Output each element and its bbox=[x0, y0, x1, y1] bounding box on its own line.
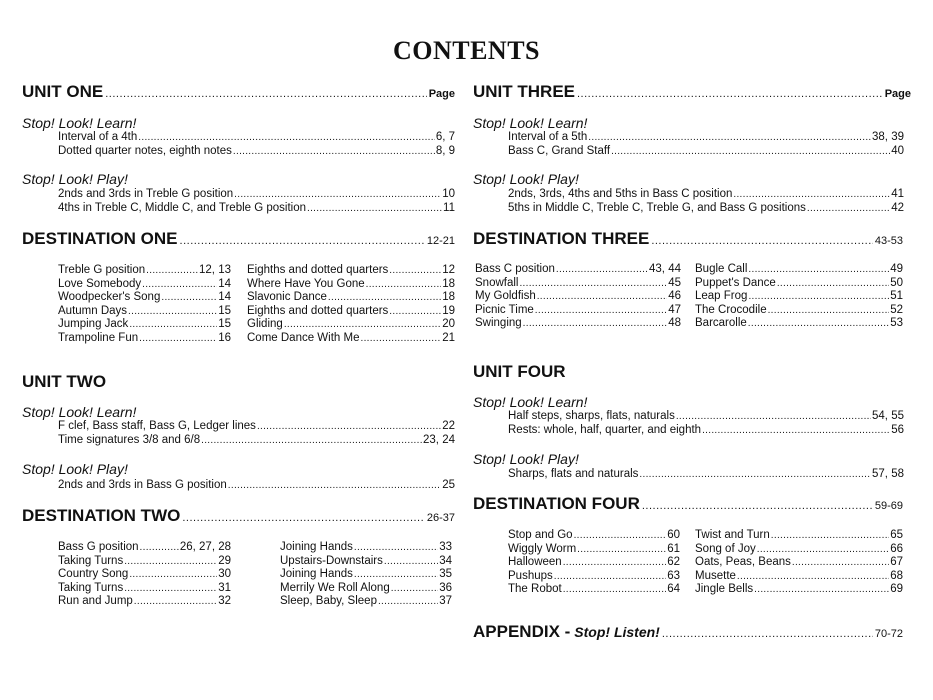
destination-one-left-entry-leader bbox=[142, 279, 217, 290]
unit-one-play-entry-page: 11 bbox=[443, 202, 455, 214]
destination-three-left-entry-leader bbox=[537, 291, 667, 302]
unit-one-learn-entry-title: Interval of a 4th bbox=[58, 131, 138, 143]
unit-two-play: Stop! Look! Play! bbox=[22, 461, 128, 477]
unit-three-learn-entry-title: Bass C, Grand Staff bbox=[508, 145, 611, 157]
unit-one-learn-entry bbox=[58, 145, 455, 157]
destination-three-right-entry-title: The Crocodile bbox=[695, 303, 767, 316]
destination-three-right-entry-title: Barcarolle bbox=[695, 317, 747, 330]
destination-four-left-entry-leader bbox=[577, 544, 666, 555]
destination-one-left-entry-leader bbox=[161, 292, 217, 303]
unit-four-title: UNIT FOUR bbox=[473, 362, 566, 381]
unit-one-page-label: Page bbox=[428, 88, 455, 100]
destination-four-left-entry-page: 64 bbox=[667, 583, 680, 596]
unit-three-play-entry-page: 42 bbox=[891, 202, 904, 214]
destination-four-right-entry bbox=[695, 543, 903, 555]
unit-two-play-entry-page: 25 bbox=[442, 479, 455, 491]
destination-two-left-entry bbox=[58, 568, 231, 580]
unit-three-play-entry-leader bbox=[733, 189, 890, 200]
destination-one-right-entry-leader bbox=[389, 306, 441, 317]
unit-one-title: UNIT ONE bbox=[22, 82, 104, 101]
unit-four-learn-entry-leader bbox=[676, 411, 871, 422]
destination-four-right-entry-leader bbox=[771, 530, 889, 541]
unit-one-play-entry-leader bbox=[307, 203, 442, 214]
unit-two-learn: Stop! Look! Learn! bbox=[22, 404, 137, 420]
unit-three-learn-entry-page: 40 bbox=[891, 145, 904, 157]
destination-two-left-entry-leader bbox=[124, 583, 217, 594]
destination-one-left-entry-page: 15 bbox=[218, 318, 231, 331]
destination-three-right-entry-title: Leap Frog bbox=[695, 290, 748, 303]
unit-three-learn-entry-leader bbox=[611, 146, 890, 157]
destination-four-left-entry-title: The Robot bbox=[508, 583, 562, 596]
destination-two-right-entry-title: Sleep, Baby, Sleep bbox=[280, 595, 377, 607]
destination-four-left-entry bbox=[508, 556, 680, 568]
destination-four-right-entry-leader bbox=[754, 584, 889, 595]
destination-three-left-entry-page: 45 bbox=[668, 276, 681, 289]
destination-three-left-entry bbox=[475, 290, 681, 302]
destination-one-right-entry-page: 19 bbox=[442, 304, 455, 317]
destination-three-right-entry bbox=[695, 263, 903, 275]
destination-three-left-entry-page: 47 bbox=[668, 303, 681, 316]
page-title: CONTENTS bbox=[392, 36, 541, 65]
destination-four-left-entry-page: 63 bbox=[667, 569, 680, 582]
destination-one-pages: 12-21 bbox=[426, 235, 455, 247]
destination-one-right-entry-leader bbox=[284, 319, 441, 330]
unit-two-learn-entry bbox=[58, 420, 455, 432]
destination-four-left-entry-title: Wiggly Worm bbox=[508, 542, 577, 555]
unit-one-learn-entry-leader bbox=[233, 146, 435, 157]
destination-two-right-entry-page: 33 bbox=[439, 541, 452, 553]
destination-two-right-entry-title: Joining Hands bbox=[280, 568, 353, 580]
destination-two-right-entry-title: Joining Hands bbox=[280, 541, 353, 553]
destination-two-right-entry-page: 34 bbox=[439, 554, 452, 567]
destination-one-left-entry-leader bbox=[128, 306, 217, 317]
destination-one-right-entry-title: Where Have You Gone bbox=[247, 277, 365, 290]
destination-one-left-entry bbox=[58, 305, 231, 317]
destination-one-right-entry-page: 18 bbox=[442, 291, 455, 304]
destination-one-right-entry-page: 18 bbox=[442, 277, 455, 290]
destination-one-right-entry-page: 21 bbox=[442, 332, 455, 344]
destination-four-right-entry-page: 65 bbox=[890, 529, 903, 541]
unit-three-learn-entry-title: Interval of a 5th bbox=[508, 131, 588, 143]
destination-two-left-entry-title: Taking Turns bbox=[58, 554, 124, 567]
destination-four-left-entry bbox=[508, 570, 680, 582]
destination-three-left-entry-title: Bass C position bbox=[475, 263, 555, 275]
unit-three-learn-entry-page: 38, 39 bbox=[872, 131, 904, 143]
destination-three-right-entry bbox=[695, 290, 903, 302]
destination-four-right-entry-title: Song of Joy bbox=[695, 542, 756, 555]
destination-one-title: DESTINATION ONE bbox=[22, 229, 178, 248]
unit-three-learn-entry-leader bbox=[588, 132, 871, 143]
destination-three-left-entry-title: Picnic Time bbox=[475, 303, 534, 316]
destination-three-heading bbox=[473, 229, 903, 249]
destination-one-right-entry bbox=[247, 318, 455, 330]
unit-three-play-entry-title: 2nds, 3rds, 4ths and 5ths in Bass C position bbox=[508, 188, 733, 200]
destination-three-title: DESTINATION THREE bbox=[473, 229, 650, 248]
destination-two-left-entry bbox=[58, 595, 231, 607]
unit-four-play: Stop! Look! Play! bbox=[473, 451, 579, 467]
destination-two-right-entry bbox=[280, 541, 452, 553]
destination-one-right-entry-leader bbox=[360, 333, 441, 344]
destination-three-right-entry-page: 53 bbox=[890, 317, 903, 330]
destination-two-left-entry-title: Bass G position bbox=[58, 541, 139, 553]
destination-one-left-entry bbox=[58, 291, 231, 303]
unit-one-learn-entry-page: 6, 7 bbox=[435, 131, 455, 143]
unit-three-page-label: Page bbox=[884, 88, 911, 100]
destination-three-left-entry bbox=[475, 304, 681, 316]
destination-four-left-entry-page: 62 bbox=[667, 556, 680, 569]
unit-three-play-entry-leader bbox=[807, 203, 890, 214]
unit-three-play-entry bbox=[508, 188, 904, 200]
destination-two-left-entry-page: 32 bbox=[218, 595, 231, 607]
destination-three-right-entry-leader bbox=[768, 305, 890, 316]
destination-two-right-entry-page: 35 bbox=[439, 568, 452, 580]
unit-two-learn-entry-leader bbox=[257, 421, 441, 432]
destination-four-pages: 59-69 bbox=[874, 500, 903, 512]
destination-two-left-entry-leader bbox=[124, 556, 217, 567]
destination-two-left-entry bbox=[58, 541, 231, 553]
destination-two-left-entry-leader bbox=[129, 569, 217, 580]
destination-three-right-entry-page: 49 bbox=[890, 263, 903, 275]
destination-two-right-entry bbox=[280, 568, 452, 580]
destination-one-right-entry-title: Slavonic Dance bbox=[247, 291, 327, 304]
unit-one-learn-entry bbox=[58, 131, 455, 143]
destination-one-left-entry-page: 12, 13 bbox=[199, 264, 231, 276]
destination-four-right-entry-leader bbox=[792, 557, 889, 568]
destination-four-left-entry-title: Halloween bbox=[508, 556, 562, 569]
destination-two-left-entry-title: Country Song bbox=[58, 568, 129, 580]
destination-three-right-entry-leader bbox=[748, 264, 889, 275]
destination-one-left-entry-title: Autumn Days bbox=[58, 304, 128, 317]
destination-two-right-entry-title: Upstairs-Downstairs bbox=[280, 554, 383, 567]
destination-four-left-entry bbox=[508, 543, 680, 555]
destination-two-heading bbox=[22, 506, 455, 526]
destination-four-left-entry-leader bbox=[554, 571, 666, 582]
destination-one-right-entry-leader bbox=[389, 265, 441, 276]
destination-two-left-entry bbox=[58, 555, 231, 567]
destination-two-right-entry-leader bbox=[384, 556, 438, 567]
appendix-pages: 70-72 bbox=[874, 628, 903, 640]
unit-one-play: Stop! Look! Play! bbox=[22, 171, 128, 187]
destination-one-left-entry-leader bbox=[146, 265, 198, 276]
destination-three-right-entry-page: 51 bbox=[890, 290, 903, 303]
destination-one-right-entry-page: 20 bbox=[442, 318, 455, 331]
destination-two-left-entry-title: Taking Turns bbox=[58, 581, 124, 594]
destination-four-right-entry-leader bbox=[757, 544, 889, 555]
destination-one-left-entry-leader bbox=[129, 319, 217, 330]
unit-four-learn-entry-page: 56 bbox=[891, 424, 904, 436]
destination-two-left-entry-page: 29 bbox=[218, 554, 231, 567]
destination-four-right-entry bbox=[695, 583, 903, 595]
destination-one-left-entry bbox=[58, 264, 231, 276]
destination-one-left-entry-page: 14 bbox=[218, 277, 231, 290]
unit-three-play-entry bbox=[508, 202, 904, 214]
destination-two-right-entry-page: 37 bbox=[439, 595, 452, 607]
unit-two-learn-entry-title: Time signatures 3/8 and 6/8 bbox=[58, 434, 201, 446]
unit-three-play-entry-page: 41 bbox=[891, 188, 904, 200]
destination-two-right-entry-page: 36 bbox=[439, 581, 452, 594]
destination-one-left-entry bbox=[58, 332, 231, 344]
destination-three-left-entry bbox=[475, 277, 681, 289]
unit-one-play-entry bbox=[58, 188, 455, 200]
destination-four-left-entry bbox=[508, 529, 680, 541]
destination-one-right-entry bbox=[247, 305, 455, 317]
destination-three-right-entry-title: Bugle Call bbox=[695, 263, 748, 275]
destination-three-right-entry-title: Puppet's Dance bbox=[695, 276, 776, 289]
destination-two-pages: 26-37 bbox=[426, 512, 455, 524]
destination-one-left-entry bbox=[58, 278, 231, 290]
destination-four-right-entry bbox=[695, 570, 903, 582]
unit-four-play-entry-page: 57, 58 bbox=[872, 468, 904, 480]
unit-three-play-entry-title: 5ths in Middle C, Treble C, Treble G, and Bass G positions bbox=[508, 202, 806, 214]
unit-four-play-entry bbox=[508, 468, 904, 480]
destination-one-left-entry-title: Jumping Jack bbox=[58, 318, 129, 331]
unit-two-heading bbox=[22, 372, 455, 392]
destination-one-left-entry-page: 16 bbox=[218, 332, 231, 344]
destination-one-left-entry-title: Love Somebody bbox=[58, 277, 142, 290]
unit-four-learn-entry bbox=[508, 424, 904, 436]
destination-two-left-entry-leader bbox=[134, 596, 217, 607]
destination-two-right-entry bbox=[280, 555, 452, 567]
unit-one-heading bbox=[22, 82, 455, 102]
destination-three-left-entry-title: My Goldfish bbox=[475, 290, 536, 303]
destination-four-right-entry-page: 68 bbox=[890, 569, 903, 582]
destination-three-right-entry-leader bbox=[777, 278, 889, 289]
destination-one-left-entry-title: Treble G position bbox=[58, 264, 146, 276]
destination-four-left-entry bbox=[508, 583, 680, 595]
unit-four-heading bbox=[473, 362, 903, 382]
unit-four-learn-entry bbox=[508, 410, 904, 422]
unit-four-learn-entry-page: 54, 55 bbox=[872, 410, 904, 422]
unit-two-play-entry-title: 2nds and 3rds in Bass G position bbox=[58, 479, 227, 491]
destination-three-left-entry-title: Snowfall bbox=[475, 276, 519, 289]
destination-four-right-entry bbox=[695, 556, 903, 568]
unit-one-play-entry bbox=[58, 202, 455, 214]
destination-two-right-entry bbox=[280, 595, 452, 607]
unit-three-learn-entry bbox=[508, 145, 904, 157]
unit-three-learn: Stop! Look! Learn! bbox=[473, 115, 588, 131]
unit-four-learn-entry-leader bbox=[702, 425, 890, 436]
destination-one-right-entry-leader bbox=[366, 279, 442, 290]
destination-three-pages: 43-53 bbox=[874, 235, 903, 247]
destination-three-right-entry-page: 50 bbox=[890, 276, 903, 289]
unit-three-title: UNIT THREE bbox=[473, 82, 575, 101]
destination-one-right-entry-title: Eighths and dotted quarters bbox=[247, 304, 389, 317]
unit-one-learn: Stop! Look! Learn! bbox=[22, 115, 137, 131]
destination-four-right-entry-title: Jingle Bells bbox=[695, 583, 754, 596]
destination-one-left-entry-title: Woodpecker's Song bbox=[58, 291, 161, 304]
destination-four-right-entry-page: 69 bbox=[890, 583, 903, 596]
unit-one-learn-entry-title: Dotted quarter notes, eighth notes bbox=[58, 145, 232, 157]
unit-one-play-entry-page: 10 bbox=[442, 188, 455, 200]
destination-three-left-entry-leader bbox=[523, 318, 668, 329]
destination-one-right-entry bbox=[247, 332, 455, 344]
destination-four-right-entry bbox=[695, 529, 903, 541]
destination-one-right-entry bbox=[247, 278, 455, 290]
unit-four-play-entry-leader bbox=[639, 469, 871, 480]
destination-two-title: DESTINATION TWO bbox=[22, 506, 181, 525]
unit-one-learn-entry-page: 8, 9 bbox=[435, 145, 455, 157]
destination-three-right-entry bbox=[695, 277, 903, 289]
destination-three-right-entry bbox=[695, 304, 903, 316]
destination-four-left-entry-leader bbox=[574, 530, 667, 541]
unit-two-learn-entry-title: F clef, Bass staff, Bass G, Ledger lines bbox=[58, 420, 256, 432]
unit-two-learn-entry-page: 22 bbox=[442, 420, 455, 432]
unit-four-play-entry-title: Sharps, flats and naturals bbox=[508, 468, 639, 480]
unit-three-play: Stop! Look! Play! bbox=[473, 171, 579, 187]
destination-three-left-entry-page: 48 bbox=[668, 317, 681, 330]
unit-two-play-entry bbox=[58, 479, 455, 491]
appendix-heading bbox=[473, 622, 903, 642]
destination-one-heading bbox=[22, 229, 455, 249]
destination-four-left-entry-page: 60 bbox=[667, 529, 680, 541]
destination-three-left-entry-leader bbox=[535, 305, 667, 316]
destination-four-left-entry-leader bbox=[563, 557, 667, 568]
destination-one-right-entry bbox=[247, 264, 455, 276]
destination-one-left-entry bbox=[58, 318, 231, 330]
destination-three-right-entry-leader bbox=[748, 318, 889, 329]
unit-one-play-entry-title: 2nds and 3rds in Treble G position bbox=[58, 188, 234, 200]
destination-one-left-entry-title: Trampoline Fun bbox=[58, 332, 139, 344]
destination-three-left-entry bbox=[475, 317, 681, 329]
destination-two-left-entry-page: 31 bbox=[218, 581, 231, 594]
unit-two-learn-entry bbox=[58, 434, 455, 446]
destination-one-right-entry bbox=[247, 291, 455, 303]
destination-one-right-entry-leader bbox=[328, 292, 441, 303]
unit-one-play-entry-title: 4ths in Treble C, Middle C, and Treble G position bbox=[58, 202, 307, 214]
unit-four-learn-entry-title: Rests: whole, half, quarter, and eighth bbox=[508, 424, 702, 436]
destination-two-right-entry bbox=[280, 582, 452, 594]
appendix-subtitle: Stop! Listen! bbox=[574, 624, 660, 640]
unit-two-learn-entry-leader bbox=[201, 435, 422, 446]
destination-three-left-entry-leader bbox=[519, 278, 667, 289]
destination-four-left-entry-title: Stop and Go bbox=[508, 529, 573, 541]
unit-two-learn-entry-page: 23, 24 bbox=[423, 434, 455, 446]
destination-one-right-entry-title: Come Dance With Me bbox=[247, 332, 360, 344]
destination-four-heading bbox=[473, 494, 903, 514]
destination-three-left-entry-page: 43, 44 bbox=[649, 263, 681, 275]
appendix-title: APPENDIX - bbox=[473, 622, 571, 641]
unit-three-heading bbox=[473, 82, 911, 102]
destination-one-left-entry-page: 15 bbox=[218, 304, 231, 317]
unit-four-learn: Stop! Look! Learn! bbox=[473, 394, 588, 410]
destination-two-left-entry bbox=[58, 582, 231, 594]
destination-three-left-entry-page: 46 bbox=[668, 290, 681, 303]
destination-three-right-entry bbox=[695, 317, 903, 329]
unit-one-learn-entry-leader bbox=[138, 132, 435, 143]
unit-one-play-entry-leader bbox=[234, 189, 441, 200]
destination-four-left-entry-page: 61 bbox=[667, 542, 680, 555]
unit-four-learn-entry-title: Half steps, sharps, flats, naturals bbox=[508, 410, 675, 422]
destination-four-right-entry-title: Musette bbox=[695, 569, 736, 582]
unit-three-learn-entry bbox=[508, 131, 904, 143]
destination-three-right-entry-leader bbox=[748, 291, 889, 302]
destination-four-right-entry-title: Oats, Peas, Beans bbox=[695, 556, 791, 569]
destination-four-left-entry-leader bbox=[563, 584, 667, 595]
destination-two-left-entry-page: 26, 27, 28 bbox=[179, 541, 231, 553]
destination-four-right-entry-leader bbox=[737, 571, 889, 582]
unit-two-play-entry-leader bbox=[228, 480, 441, 491]
destination-two-right-entry-leader bbox=[354, 542, 438, 553]
destination-two-left-entry-page: 30 bbox=[218, 568, 231, 580]
destination-two-right-entry-title: Merrily We Roll Along bbox=[280, 581, 390, 594]
destination-one-right-entry-page: 12 bbox=[442, 264, 455, 276]
destination-two-right-entry-leader bbox=[391, 583, 438, 594]
destination-two-left-entry-leader bbox=[140, 542, 179, 553]
destination-four-left-entry-title: Pushups bbox=[508, 569, 553, 582]
destination-three-left-entry-leader bbox=[556, 264, 648, 275]
destination-three-right-entry-page: 52 bbox=[890, 303, 903, 316]
destination-two-right-entry-leader bbox=[378, 596, 438, 607]
destination-two-right-entry-leader bbox=[354, 569, 438, 580]
destination-four-right-entry-title: Twist and Turn bbox=[695, 529, 770, 541]
destination-two-left-entry-title: Run and Jump bbox=[58, 595, 133, 607]
destination-one-left-entry-leader bbox=[139, 333, 217, 344]
destination-three-left-entry-title: Swinging bbox=[475, 317, 522, 330]
destination-four-right-entry-page: 66 bbox=[890, 542, 903, 555]
destination-four-title: DESTINATION FOUR bbox=[473, 494, 640, 513]
destination-one-right-entry-title: Gliding bbox=[247, 318, 283, 331]
unit-two-title: UNIT TWO bbox=[22, 372, 107, 391]
destination-one-right-entry-title: Eighths and dotted quarters bbox=[247, 264, 389, 276]
destination-one-left-entry-page: 14 bbox=[218, 291, 231, 304]
destination-three-left-entry bbox=[475, 263, 681, 275]
destination-four-right-entry-page: 67 bbox=[890, 556, 903, 569]
